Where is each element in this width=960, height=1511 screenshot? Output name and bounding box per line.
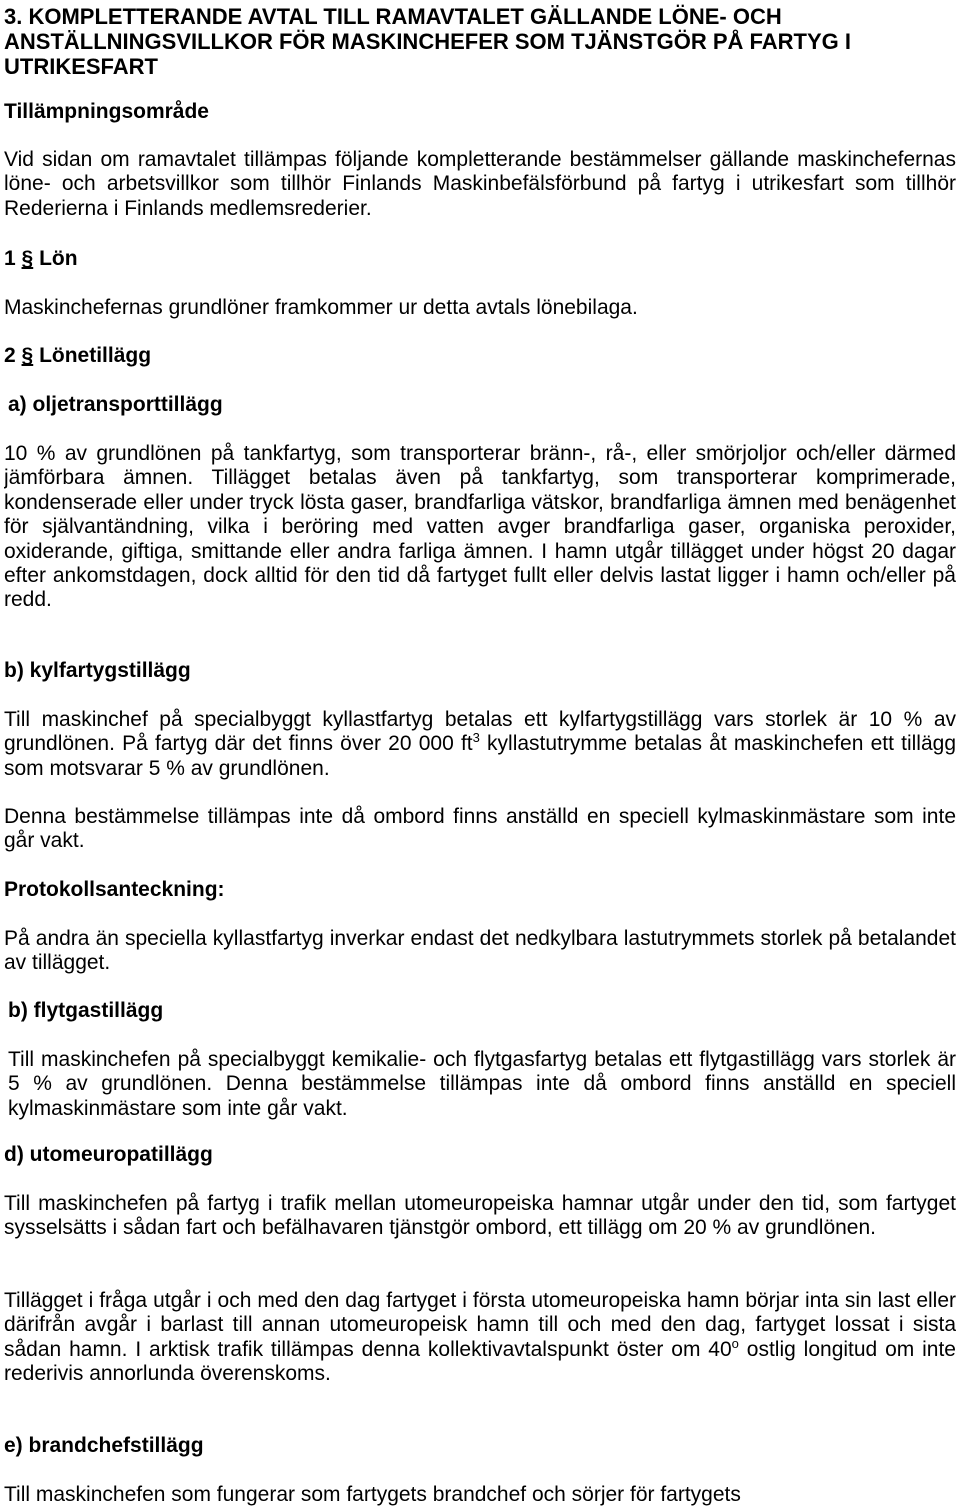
document-page bbox=[4, 0, 956, 1511]
subsection-c-heading: b) flytgastillägg bbox=[8, 999, 164, 1022]
section-1-heading bbox=[4, 247, 78, 271]
protocol-text: På andra än speciella kyllastfartyg inverkar endast det nedkylbara lastutrymmets storlek på betalandet av tillägget. bbox=[4, 927, 956, 975]
section-2-heading bbox=[4, 344, 151, 368]
subsection-a-heading: a) oljetransporttillägg bbox=[8, 393, 223, 416]
subsection-b-heading: b) kylfartygstillägg bbox=[4, 659, 191, 682]
section-mark: § bbox=[21, 344, 34, 367]
subsection-d-heading: d) utomeuropatillägg bbox=[4, 1143, 213, 1166]
scope-text: Vid sidan om ramavtalet tillämpas följande kompletterande bestämmelser gällande maskinchefernas löne- och arbetsvillkor som tillhör Finlands Maskinbefälsförbund på fartyg i utrikesfart som tillhör Rederierna i Finlands medlemsrederier. bbox=[4, 148, 956, 220]
subsection-d-text: Till maskinchefen på fartyg i trafik mellan utomeuropeiska hamnar utgår under den tid, som fartyget sysselsätts i sådan fart och befälhavaren tjänstgör ombord, ett tillägg om 20 % av grundlönen. bbox=[4, 1192, 956, 1240]
superscript-3: 3 bbox=[472, 730, 480, 746]
subsection-b-text bbox=[4, 708, 956, 781]
superscript-degree: o bbox=[731, 1335, 739, 1351]
scope-paragraph bbox=[4, 148, 956, 221]
subsection-d-text-2 bbox=[4, 1289, 956, 1387]
scope-heading: Tillämpningsområde bbox=[4, 100, 209, 123]
section-1-text: Maskinchefernas grundlöner framkommer ur detta avtals lönebilaga. bbox=[4, 296, 638, 319]
subsection-b-extra: Denna bestämmelse tillämpas inte då ombord finns anställd en speciell kylmaskinmästare som inte går vakt. bbox=[4, 805, 956, 853]
b-text-part-1: Till maskinchef på specialbyggt kyllastfartyg betalas ett kylfartygstillägg vars storlek är 10 % av grundlönen. På fartyg där det finns över 20 000 ft bbox=[4, 708, 956, 756]
d-text-part-2: ostlig longitud om inte rederivis annorlunda överenskoms. bbox=[4, 1337, 956, 1386]
section-1-number: 1 bbox=[4, 247, 16, 270]
protocol-heading: Protokollsanteckning: bbox=[4, 878, 225, 901]
section-1-title: Lön bbox=[39, 247, 78, 270]
subsection-c-text: Till maskinchefen på specialbyggt kemikalie- och flytgasfartyg betalas ett flytgastillägg vars storlek är 5 % av grundlönen. Denna bestämmelse tillämpas inte då ombord finns anställd en speciell kylmaskinmästare som inte går vakt. bbox=[8, 1048, 956, 1120]
section-2-title: Lönetillägg bbox=[39, 344, 152, 367]
b-text-part-2: kyllastutrymme betalas åt maskinchefen ett tillägg som motsvarar 5 % av grundlönen. bbox=[4, 732, 956, 780]
d-text-part-1: Tillägget i fråga utgår i och med den dag fartyget i första utomeuropeiska hamn börjar inta sin last eller därifrån avgår i barlast till annan utomeuropeisk hamn till och med den dag, fartyget lossat i sista sådan hamn. I arktisk trafik tillämpas denna kollektivavtalspunkt öster om 40 bbox=[4, 1289, 956, 1361]
section-mark: § bbox=[21, 247, 34, 270]
document-title: 3. KOMPLETTERANDE AVTAL TILL RAMAVTALET GÄLLANDE LÖNE- OCH ANSTÄLLNINGSVILLKOR FÖR MASKINCHEFER SOM TJÄNSTGÖR PÅ FARTYG I UTRIKESFART bbox=[4, 4, 852, 79]
subsection-a-text: 10 % av grundlönen på tankfartyg, som transporterar bränn-, rå-, eller smörjoljor och/eller därmed jämförbara ämnen. Tillägget betalas även på tankfartyg, som transporterar komprimerade, kondenserade eller under tryck lösta gaser, brandfarliga vätskor, brandfarliga ämnen med benägenhet för självantändning, vilka i beröring med vatten avger brandfarliga gaser, organiska peroxider, oxiderande, giftiga, smittande eller andra farliga ämnen. I hamn utgår tillägget under högst 20 dagar efter ankomstdagen, dock alltid för den tid då fartyget fullt eller delvis lastat ligger i hamn och/eller på redd. bbox=[4, 442, 956, 612]
subsection-e-heading: e) brandchefstillägg bbox=[4, 1434, 204, 1457]
section-2-number: 2 bbox=[4, 344, 16, 367]
subsection-e-text: Till maskinchefen som fungerar som fartygets brandchef och sörjer för fartygets bbox=[4, 1483, 741, 1506]
